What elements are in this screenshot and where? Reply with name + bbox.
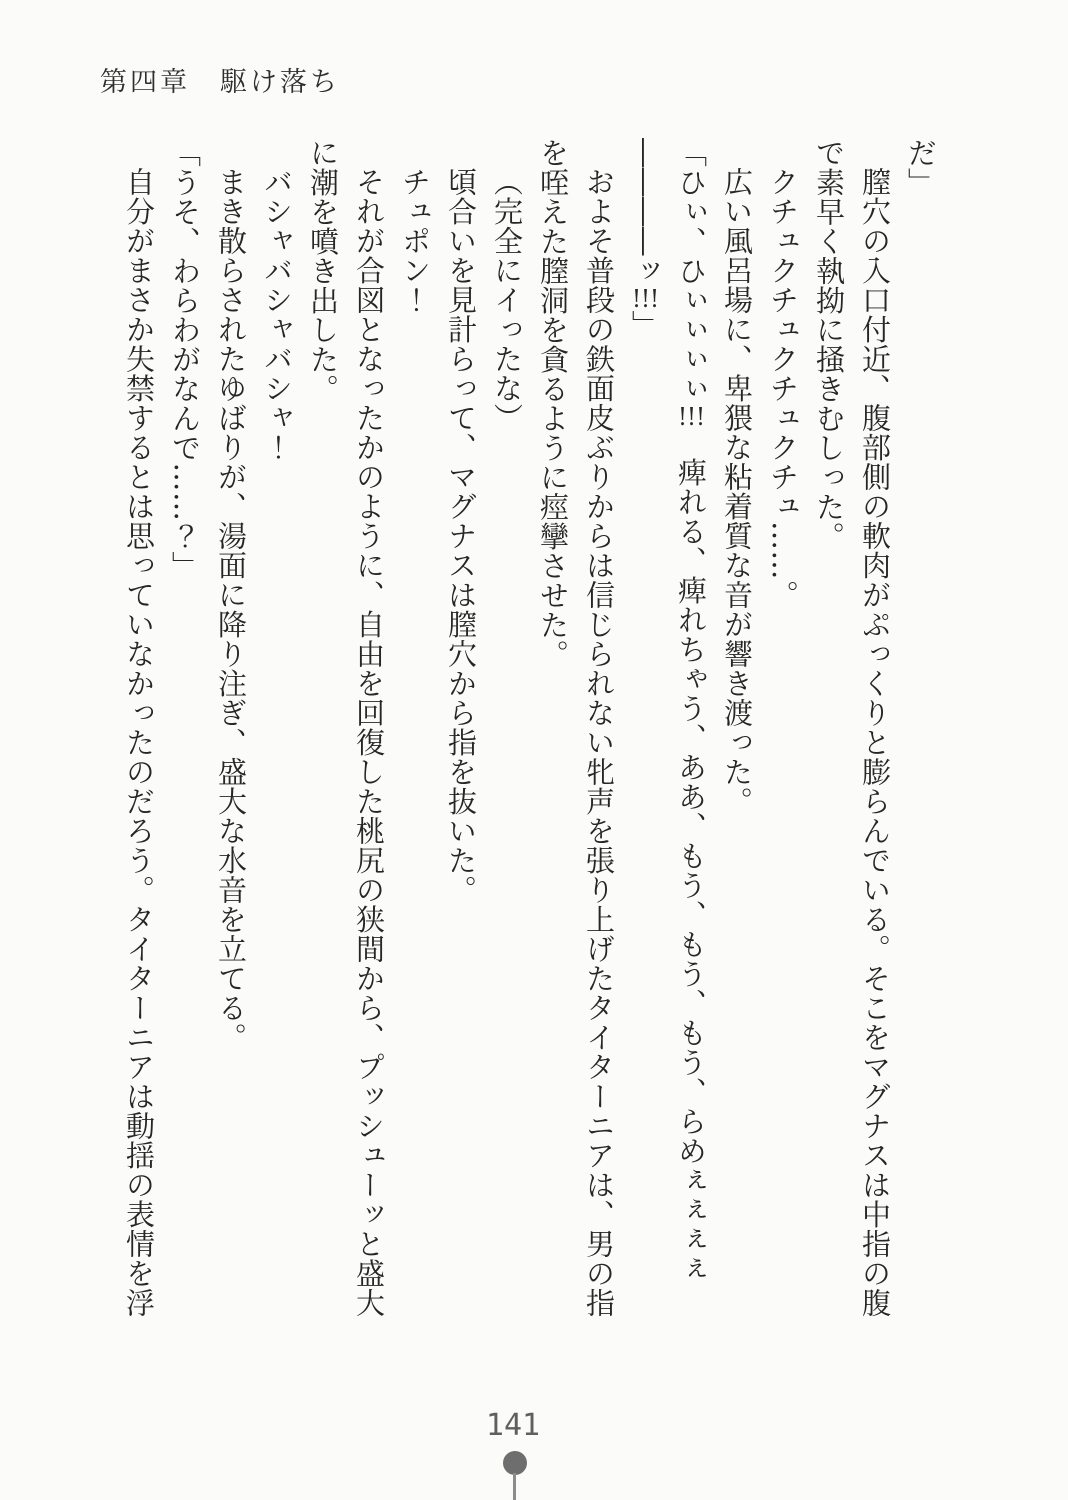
text-line: ――――ッ!!!」 [628,138,662,340]
page-text [116,138,944,1333]
text-line: で素早く執拗に掻きむしった。 [812,138,846,551]
tate-chu-yoko-exclamations: !!! [631,285,660,311]
tate-chu-yoko-exclamations: !!! [677,403,706,429]
text-line: 「うそ、わらわがなんで……？」 [168,138,202,581]
text-line: 頃合いを見計らって、マグナスは膣穴から指を抜いた。 [444,167,478,905]
text-line: まき散らされたゆばりが、湯面に降り注ぎ、盛大な水音を立てる。 [214,167,248,1052]
location-marker-line [513,1473,516,1500]
text-line: およそ普段の鉄面皮ぶりからは信じられない牝声を張り上げたタイターニアは、男の指 [582,167,616,1318]
text-line: 自分がまさか失禁するとは思っていなかったのだろう。タイターニアは動揺の表情を浮 [122,167,156,1318]
text-line: 膣穴の入口付近、腹部側の軟肉がぷっくりと膨らんでいる。そこをマグナスは中指の腹 [858,167,892,1318]
text-line: （完全にイったな） [490,167,524,433]
text-line: を咥えた膣洞を貪るように痙攣させた。 [536,138,570,669]
text-line: クチュクチュクチュクチュ……。 [766,167,800,610]
text-line: 広い風呂場に、卑猥な粘着質な音が響き渡った。 [720,167,754,816]
page-number: 141 [485,1408,541,1443]
text-line: に潮を噴き出した。 [306,138,340,404]
text-line: バシャバシャバシャ！ [260,167,294,462]
chapter-header: 第四章 駆け落ち [100,67,340,98]
text-line: それが合図となったかのように、自由を回復した桃尻の狭間から、プッシューッと盛大 [352,167,386,1318]
text-line: だ」 [904,138,938,197]
text-line: 「ひぃ、ひぃぃぃぃ!!! 痺れる、痺れちゃう、ああ、もう、もう、もう、らめぇぇぇぇ [674,138,708,1284]
text-line: チュポン！ [398,167,432,315]
location-marker-dot [503,1451,527,1475]
